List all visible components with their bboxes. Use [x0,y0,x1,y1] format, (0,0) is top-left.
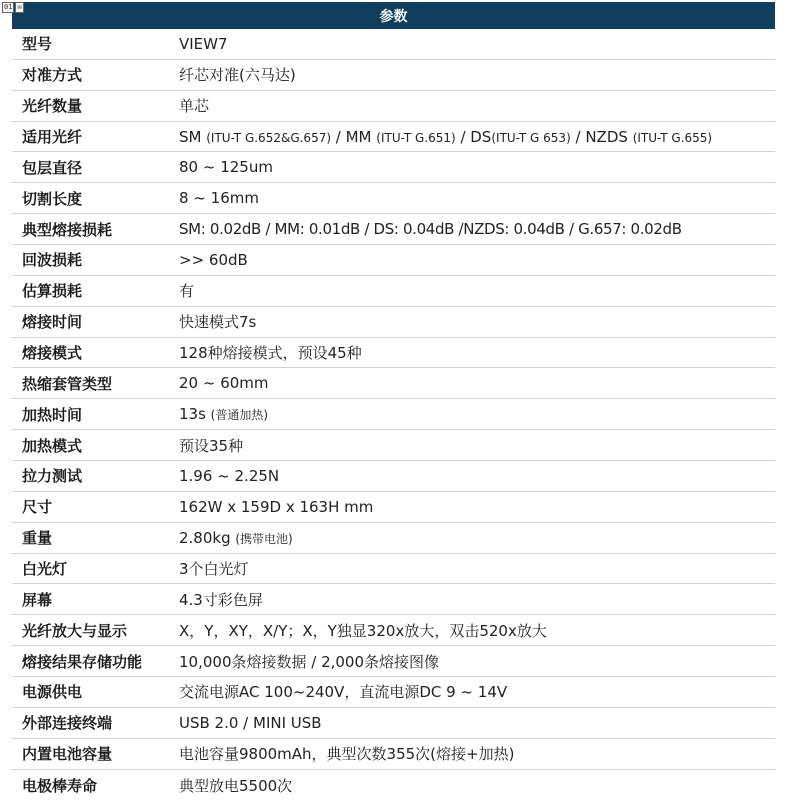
spec-label: 电源供电 [22,683,83,702]
spec-label: 光纤放大与显示 [22,621,128,640]
table-row [12,430,775,461]
table-row [12,584,775,615]
spec-label: 尺寸 [22,498,53,517]
table-row [12,91,775,122]
table-row [12,368,775,399]
spec-label: 白光灯 [22,560,68,579]
table-row [12,399,775,430]
spec-label: 熔接时间 [22,313,83,332]
spec-label: 对准方式 [22,66,83,85]
spec-label: 加热模式 [22,436,83,455]
spec-value-part: / MM [331,127,377,146]
spec-value-part: 13s [179,405,211,424]
spec-value-part: / DS [455,127,492,146]
spec-value: 单芯 [179,97,210,116]
spec-label: 重量 [22,529,53,548]
spec-value: 预设35种 [179,436,244,455]
spec-value-part: SM [179,127,207,146]
corner-icons [2,2,24,13]
table-row [12,152,775,183]
spec-value: SM: 0.02dB / MM: 0.01dB / DS: 0.04dB /NZDS: 0.04dB / G.657: 0.02dB [179,220,682,239]
table-row [12,554,775,585]
spec-value: 典型放电5500次 [179,776,293,795]
spec-value: 电池容量9800mAh，典型次数355次(熔接+加热) [179,745,515,764]
spec-value: USB 2.0 / MINI USB [179,713,322,732]
spec-value: X，Y，XY，X/Y；X，Y独显320x放大，双击520x放大 [179,621,547,640]
spec-value: 有 [179,282,195,301]
spec-label: 屏幕 [22,590,53,609]
spec-label: 切割长度 [22,189,83,208]
table-row [12,338,775,369]
spec-value-part: 2.80kg [179,528,236,547]
table-row [12,307,775,338]
table-row [12,29,775,60]
spec-label: 拉力测试 [22,467,83,486]
spec-value: 8 ~ 16mm [179,189,259,208]
table-title: 参数 [379,8,408,25]
spec-value-part: (ITU-T G.655) [632,130,713,145]
spec-value: 纤芯对准(六马达) [179,66,296,85]
spec-value: 快速模式7s [179,313,257,332]
spec-value [179,405,775,423]
spec-value: 162W x 159D x 163H mm [179,497,374,516]
table-row [12,122,775,153]
table-body [12,29,775,800]
spec-value: 交流电源AC 100~240V，直流电源DC 9 ~ 14V [179,683,508,702]
spec-value-part: (ITU-T G.652&G.657) [206,130,332,145]
spec-value: 3个白光灯 [179,560,249,579]
spec-label: 内置电池容量 [22,745,113,764]
table-row [12,461,775,492]
spec-value: 128种熔接模式，预设45种 [179,344,362,363]
spec-label: 热缩套管类型 [22,374,113,393]
spec-label: 熔接模式 [22,344,83,363]
spec-label: 回波损耗 [22,251,83,270]
spec-label: 典型熔接损耗 [22,220,113,239]
spec-value: 1.96 ~ 2.25N [179,466,280,485]
table-header [12,2,775,29]
spec-value: VIEW7 [179,34,228,53]
spec-value: 10,000条熔接数据 / 2,000条熔接图像 [179,652,440,671]
spec-value: >> 60dB [179,250,248,269]
spec-table [12,2,775,800]
spec-label: 包层直径 [22,158,83,177]
spec-value-part: / NZDS [570,127,633,146]
spec-label: 熔接结果存储功能 [22,652,143,671]
spec-value: 4.3寸彩色屏 [179,590,263,609]
spec-value-part: (ITU-T G.651) [376,130,456,145]
counter-icon: 01 [4,3,13,11]
spec-value-part: (携带电池) [235,531,293,546]
table-row [12,739,775,770]
spec-label: 外部连接终端 [22,714,113,733]
spec-value: 80 ~ 125um [179,158,273,177]
table-row [12,492,775,523]
spec-value [179,529,775,547]
table-row [12,523,775,554]
spec-label: 加热时间 [22,405,83,424]
spec-value: 20 ~ 60mm [179,374,269,393]
table-row [12,615,775,646]
table-row [12,646,775,677]
spec-value-part: (ITU-T G 653) [491,130,571,145]
table-row [12,708,775,739]
table-row [12,60,775,91]
table-row [12,276,775,307]
spec-label: 估算损耗 [22,282,83,301]
spec-value-part: (普通加热) [210,408,269,423]
spec-label: 型号 [22,35,53,54]
table-row [12,245,775,276]
spec-label: 光纤数量 [22,97,83,116]
table-row [12,770,775,800]
spec-value [179,128,775,146]
mail-icon: ✉ [17,3,22,11]
table-row [12,214,775,245]
spec-label: 适用光纤 [22,128,83,146]
spec-label: 电极棒寿命 [22,776,98,795]
table-row [12,183,775,214]
table-row [12,677,775,708]
